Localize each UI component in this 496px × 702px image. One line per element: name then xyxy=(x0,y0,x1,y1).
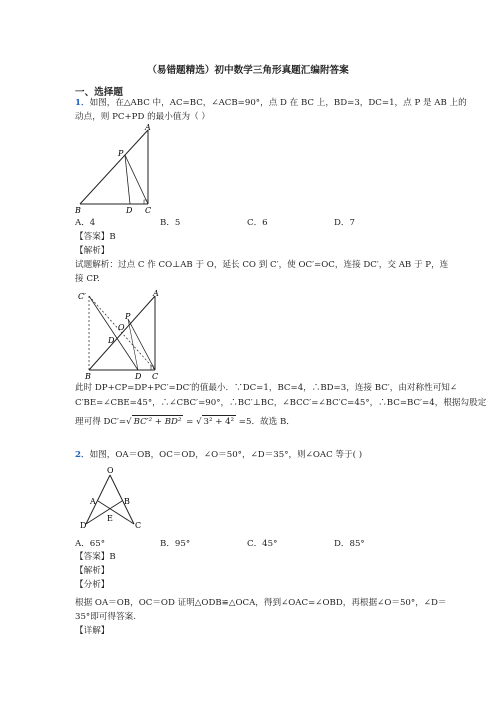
q2-option-c: C．45° xyxy=(247,539,278,549)
q1-option-a: A．4 xyxy=(75,218,96,228)
q2-solution-2: 35°即可得答案. xyxy=(75,612,136,622)
q1-solution-2: 接 CP. xyxy=(75,274,100,284)
fig2-label-B: B xyxy=(85,372,91,380)
q2-option-b: B．95° xyxy=(160,539,191,549)
q1-solution-1: 试题解析：过点 C 作 CO⊥AB 于 O，延长 CO 到 C′，使 OC′=OC，连接 DC′，交 AB 于 P，连 xyxy=(75,260,449,270)
q2-figure xyxy=(78,466,148,530)
fig2-label-A: A xyxy=(153,289,159,298)
fig1-label-P: P xyxy=(118,149,124,158)
q1-sol5-prefix: 理可得 DC′= xyxy=(75,417,127,427)
fig3-label-D: D xyxy=(80,521,87,530)
q1-option-d: D．7 xyxy=(334,218,355,228)
fig2-label-D-bottom: D xyxy=(135,372,142,380)
fig1-label-A: A xyxy=(145,123,151,132)
fig2-label-C: C xyxy=(152,372,159,380)
q2-line xyxy=(75,449,362,461)
q1-solution-3: 此时 DP+CP=DP+PC′=DC′的值最小．∵DC=1，BC=4，∴BD=3，连接 BC′，由对称性可知∠ xyxy=(75,383,458,393)
q1-sol5-suffix: =5．故选 B． xyxy=(236,417,295,427)
fig1-label-C: C xyxy=(145,206,152,214)
fig3-label-O: O xyxy=(107,466,114,475)
fig3-label-E: E xyxy=(107,514,113,523)
q2-fenxi-label: 【分析】 xyxy=(75,580,110,590)
q2-solution-1: 根据 OA＝OB，OC＝OD 证明△ODB≌△OCA，得到∠OAC=∠OBD，再根据∠O＝50°，∠D＝ xyxy=(75,598,447,608)
q1-solution-5: 理可得 DC′=√ BC′² + BD² = √ 3² + 4² =5．故选 B． xyxy=(75,417,295,427)
q1-solution-4: C′BE=∠CBE=45°，∴∠CBC′=90°，∴BC′⊥BC，∠BCC′=∠BC′C=45°，∴BC=BC′=4，根据勾股定 xyxy=(75,398,487,408)
fig2-label-C-prime: C′ xyxy=(78,292,86,301)
q1-option-b: B．5 xyxy=(160,218,181,228)
q1-figure xyxy=(75,122,165,214)
q1-solution-figure xyxy=(75,286,170,380)
q2-answer: 【答案】B xyxy=(75,552,116,562)
q1-stem-2: 动点，则 PC+PD 的最小值为（ ） xyxy=(75,112,210,122)
q1-jiexi-label: 【解析】 xyxy=(75,246,110,256)
q1-option-c: C．6 xyxy=(247,218,268,228)
fig3-label-A: A xyxy=(90,497,96,506)
fig3-label-C: C xyxy=(135,521,142,530)
q2-option-a: A．65° xyxy=(75,539,106,549)
section-heading: 一、选择题 xyxy=(75,87,123,98)
fig1-label-D: D xyxy=(126,206,133,214)
q1-answer: 【答案】B xyxy=(75,232,116,242)
q2-xiangjie-label: 【详解】 xyxy=(75,626,110,636)
q2-stem: 如图，OA＝OB，OC＝OD，∠O＝50°，∠D＝35°，则∠OAC 等于( ) xyxy=(89,450,363,460)
document-title: （易错题精选）初中数学三角形真题汇编附答案 xyxy=(147,65,349,76)
q1-line1 xyxy=(75,97,467,109)
fig2-label-P: P xyxy=(125,312,131,321)
q2-option-d: D．85° xyxy=(334,539,365,549)
fig1-label-B: B xyxy=(75,206,81,214)
q1-number: 1． xyxy=(75,98,90,108)
fig2-label-O: O xyxy=(118,323,125,332)
q1-sol5-radical-1: BC′² + BD² xyxy=(133,417,182,427)
q2-number: 2． xyxy=(75,450,90,460)
q1-sol5-equals: = xyxy=(183,417,197,427)
fig3-label-B: B xyxy=(124,497,130,506)
q1-stem-1: 如图，在△ABC 中，AC=BC，∠ACB=90°，点 D 在 BC 上，BD=3，DC=1，点 P 是 AB 上的 xyxy=(89,98,467,108)
q1-sol5-radical-2: 3² + 4² xyxy=(203,417,235,427)
q2-jiexi-label: 【解析】 xyxy=(75,566,110,576)
fig2-label-D-left: D xyxy=(108,336,115,345)
